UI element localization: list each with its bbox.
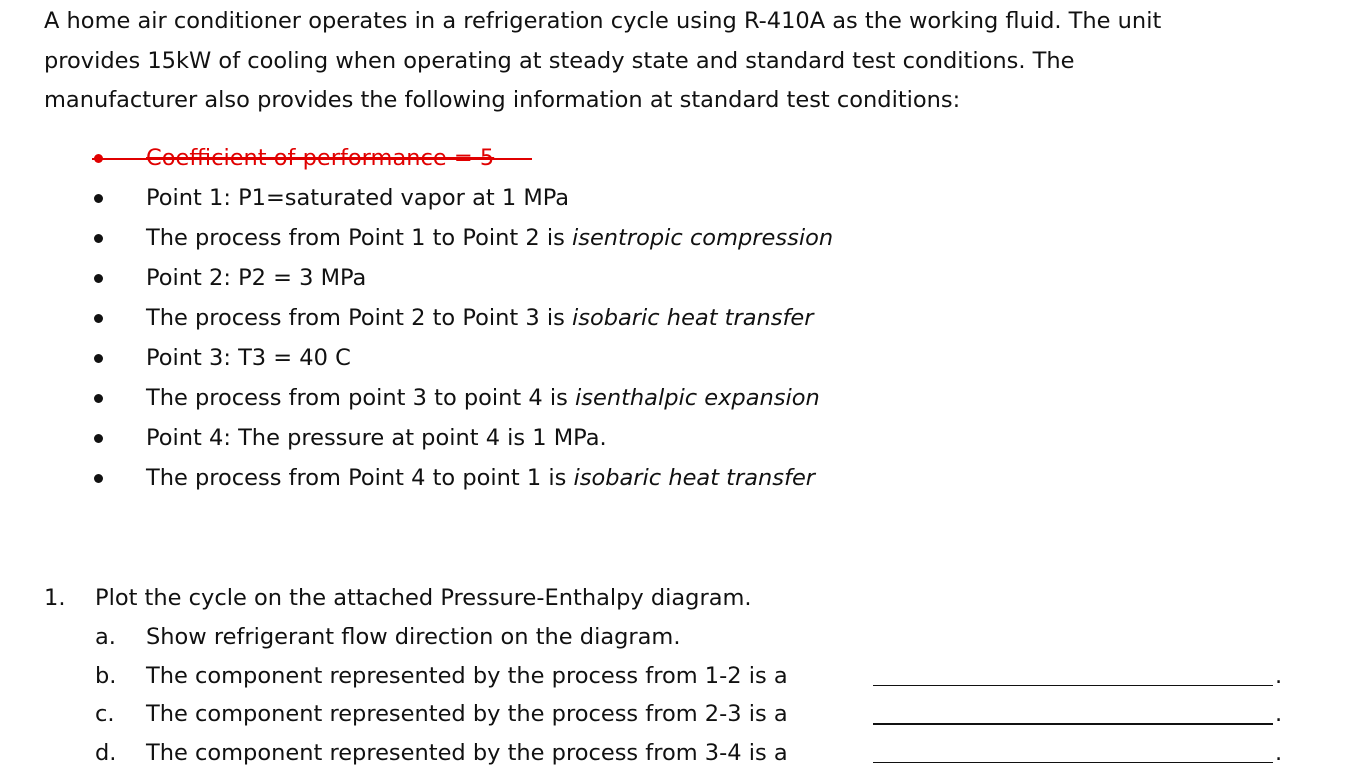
bullet-point-3 xyxy=(0,338,1363,378)
intro-line-2: provides 15kW of cooling when operating at steady state and standard test conditions. The xyxy=(44,42,1344,82)
bullet-text: Point 1: P1=saturated vapor at 1 MPa xyxy=(146,178,569,218)
bullet-text-italic: isobaric heat transfer xyxy=(573,465,815,491)
subquestion-letter: b. xyxy=(95,657,116,696)
bullet-text xyxy=(146,378,820,418)
bullet-process-4-1 xyxy=(0,458,1363,498)
question-number: 1. xyxy=(44,579,65,618)
bullet-dot-icon xyxy=(94,194,103,203)
question-1b xyxy=(0,657,1363,696)
bullet-text-plain: The process from Point 4 to point 1 is xyxy=(146,465,573,491)
bullet-point-2 xyxy=(0,258,1363,298)
question-1d xyxy=(0,734,1363,772)
given-info-list xyxy=(0,138,1363,498)
answer-blank-line[interactable] xyxy=(873,762,1273,764)
subquestion-text: The component represented by the process from 2-3 is a xyxy=(146,695,788,734)
subquestion-letter: d. xyxy=(95,734,116,772)
bullet-text: Point 3: T3 = 40 C xyxy=(146,338,351,378)
bullet-text xyxy=(146,458,815,498)
bullet-text: Point 2: P2 = 3 MPa xyxy=(146,258,366,298)
subquestion-text: The component represented by the process from 1-2 is a xyxy=(146,657,788,696)
question-1c xyxy=(0,695,1363,734)
bullet-text xyxy=(146,218,833,258)
period: . xyxy=(1275,695,1282,734)
bullet-text-plain: The process from point 3 to point 4 is xyxy=(146,385,575,411)
bullet-dot-icon xyxy=(94,434,103,443)
question-list xyxy=(0,579,1363,772)
subquestion-text: The component represented by the process from 3-4 is a xyxy=(146,734,788,772)
bullet-point-1 xyxy=(0,178,1363,218)
bullet-text-italic: isentropic compression xyxy=(572,225,833,251)
period: . xyxy=(1275,734,1282,772)
bullet-point-4 xyxy=(0,418,1363,458)
subquestion-text: Show refrigerant flow direction on the diagram. xyxy=(146,618,681,657)
intro-line-3: manufacturer also provides the following information at standard test conditions: xyxy=(44,81,1344,121)
bullet-text-italic: isenthalpic expansion xyxy=(575,385,820,411)
intro-line-1: A home air conditioner operates in a refrigeration cycle using R-410A as the working fluid. The unit xyxy=(44,2,1344,42)
bullet-struck-cop xyxy=(0,138,1363,178)
bullet-dot-icon xyxy=(94,314,103,323)
bullet-process-3-4 xyxy=(0,378,1363,418)
bullet-text-plain: The process from Point 2 to Point 3 is xyxy=(146,305,572,331)
answer-blank-line[interactable] xyxy=(873,685,1273,687)
bullet-process-2-3 xyxy=(0,298,1363,338)
bullet-dot-icon xyxy=(94,234,103,243)
bullet-text xyxy=(146,298,814,338)
bullet-text: Point 4: The pressure at point 4 is 1 MPa. xyxy=(146,418,607,458)
question-text: Plot the cycle on the attached Pressure-Enthalpy diagram. xyxy=(95,579,752,618)
period: . xyxy=(1275,657,1282,696)
bullet-dot-icon xyxy=(94,394,103,403)
bullet-dot-icon xyxy=(94,354,103,363)
subquestion-letter: c. xyxy=(95,695,115,734)
question-1a xyxy=(0,618,1363,657)
answer-blank-line[interactable] xyxy=(873,723,1273,725)
bullet-process-1-2 xyxy=(0,218,1363,258)
bullet-dot-icon xyxy=(94,274,103,283)
bullet-text-italic: isobaric heat transfer xyxy=(572,305,814,331)
question-1 xyxy=(0,579,1363,618)
bullet-dot-icon xyxy=(94,474,103,483)
bullet-text-plain: The process from Point 1 to Point 2 is xyxy=(146,225,572,251)
bullet-text: Coefficient of performance = 5 xyxy=(146,138,494,178)
intro-paragraph xyxy=(44,2,1344,121)
subquestion-letter: a. xyxy=(95,618,116,657)
